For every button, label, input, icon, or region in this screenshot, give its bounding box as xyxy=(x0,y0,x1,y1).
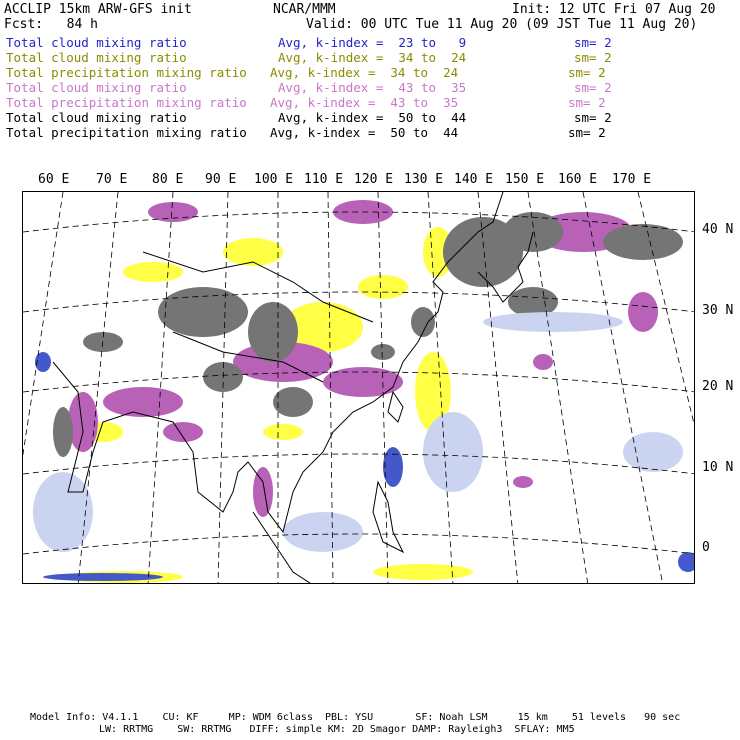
legend-field-6: Total precipitation mixing ratio xyxy=(6,125,247,140)
legend-field-0: Total cloud mixing ratio xyxy=(6,35,187,50)
legend-field-5: Total cloud mixing ratio xyxy=(6,110,187,125)
lat-label-30n: 30 N xyxy=(702,303,734,318)
lon-label-170e: 170 E xyxy=(612,172,652,187)
valid-time: Valid: 00 UTC Tue 11 Aug 20 (09 JST Tue 11 Aug 20) xyxy=(306,17,698,32)
init-time: Init: 12 UTC Fri 07 Aug 20 xyxy=(512,2,716,17)
parallel-30n xyxy=(23,292,695,312)
parallel-10n xyxy=(23,454,695,474)
model-info: Model Info: V4.1.1 CU: KF MP: WDM 6class PBL: YSU SF: Noah LSM 15 km 51 levels 90 sec xyxy=(30,712,681,723)
legend-field-1: Total cloud mixing ratio xyxy=(6,50,187,65)
legend-sm-3: sm= 2 xyxy=(574,80,612,95)
lon-label-130e: 130 E xyxy=(404,172,444,187)
legend-kindex-2: Avg, k-index = 34 to 24 xyxy=(270,65,459,80)
lat-label-0: 0 xyxy=(702,540,710,555)
taiwan-coastline xyxy=(388,392,403,422)
legend-sm-1: sm= 2 xyxy=(574,50,612,65)
legend-sm-4: sm= 2 xyxy=(568,95,606,110)
purple-shading xyxy=(68,200,658,517)
legend-sm-6: sm= 2 xyxy=(568,125,606,140)
lon-label-80e: 80 E xyxy=(152,172,184,187)
lon-label-120e: 120 E xyxy=(354,172,394,187)
model-title: ACCLIP 15km ARW-GFS init xyxy=(4,2,192,17)
lon-label-150e: 150 E xyxy=(505,172,545,187)
lon-label-160e: 160 E xyxy=(558,172,598,187)
legend-field-3: Total cloud mixing ratio xyxy=(6,80,187,95)
legend-kindex-6: Avg, k-index = 50 to 44 xyxy=(270,125,459,140)
legend-sm-2: sm= 2 xyxy=(568,65,606,80)
lon-label-110e: 110 E xyxy=(304,172,344,187)
legend-kindex-1: Avg, k-index = 34 to 24 xyxy=(278,50,467,65)
lat-label-10n: 10 N xyxy=(702,460,734,475)
lon-label-100e: 100 E xyxy=(254,172,294,187)
legend-kindex-5: Avg, k-index = 50 to 44 xyxy=(278,110,467,125)
lat-label-40n: 40 N xyxy=(702,222,734,237)
philippines-coastline xyxy=(373,482,403,552)
legend-kindex-0: Avg, k-index = 23 to 9 xyxy=(278,35,467,50)
legend-sm-0: sm= 2 xyxy=(574,35,612,50)
cloud-field xyxy=(33,200,695,583)
legend-field-4: Total precipitation mixing ratio xyxy=(6,95,247,110)
lon-label-90e: 90 E xyxy=(205,172,237,187)
lightblue-shading xyxy=(33,312,683,552)
forecast-hour: Fcst: 84 h xyxy=(4,17,98,32)
map-canvas xyxy=(23,192,695,584)
legend-kindex-3: Avg, k-index = 43 to 35 xyxy=(278,80,467,95)
lon-label-140e: 140 E xyxy=(454,172,494,187)
meridian-70e xyxy=(78,192,118,584)
center-label: NCAR/MMM xyxy=(273,2,336,17)
lon-label-70e: 70 E xyxy=(96,172,128,187)
legend-field-2: Total precipitation mixing ratio xyxy=(6,65,247,80)
lon-label-60e: 60 E xyxy=(38,172,70,187)
legend-kindex-4: Avg, k-index = 43 to 35 xyxy=(270,95,459,110)
model-physics: LW: RRTMG SW: RRTMG DIFF: simple KM: 2D Smagor DAMP: Rayleigh3 SFLAY: MM5 xyxy=(99,724,575,735)
lat-label-20n: 20 N xyxy=(702,379,734,394)
forecast-map xyxy=(22,191,695,584)
legend-sm-5: sm= 2 xyxy=(574,110,612,125)
